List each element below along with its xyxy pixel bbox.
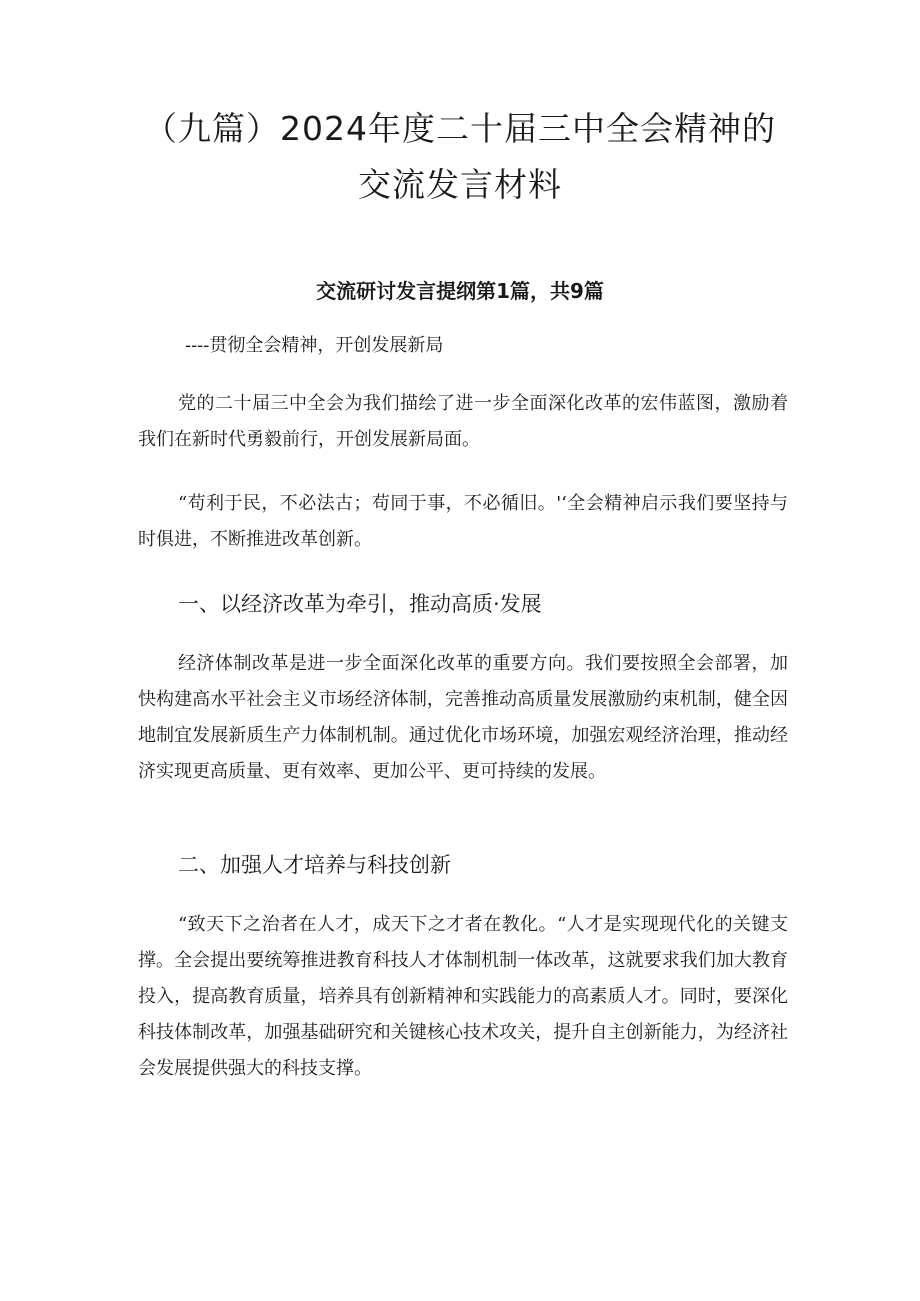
section-body-talent-innovation: “致天下之治者在人才，成天下之才者在教化。“人才是实现现代化的关键支撑。全会提出要统筹推进教育科技人才体制机制一体改革，这就要求我们加大教育投入，提高教育质量，培养具有创新精神和实践能力的高素质人才。同时，要深化科技体制改革，加强基础研究和关键核心技术攻关，提升自主创新能力，为经济社会发展提供强大的科技支撑。 <box>138 914 788 1079</box>
document-title-line-2: 交流发言材料 <box>358 165 562 204</box>
section-heading-economic-reform: 一、以经济改革为牵引，推动高质·发展 <box>178 592 542 616</box>
intro-paragraph-1: 党的二十届三中全会为我们描绘了进一步全面深化改革的宏伟蓝图，激励着我们在新时代勇毅前行，开创发展新局面。 <box>138 393 788 450</box>
section-heading-talent-innovation: 二、加强人才培养与科技创新 <box>178 853 451 877</box>
document-title-line-1: （九篇）2024年度二十届三中全会精神的 <box>144 109 776 148</box>
document-subheading: 交流研讨发言提纲第1篇，共9篇 <box>316 279 604 303</box>
section-body-economic-reform: 经济体制改革是进一步全面深化改革的重要方向。我们要按照全会部署，加快构建高水平社会主义市场经济体制，完善推动高质量发展激励约束机制，健全因地制宜发展新质生产力体制机制。通过优化市场环境，加强宏观经济治理，推动经济实现更高质量、更有效率、更加公平、更可持续的发展。 <box>138 653 788 782</box>
intro-paragraph-2: “苟利于民，不必法古；苟同于事，不必循旧。'‘全会精神启示我们要坚持与时俱进，不断推进改革创新。 <box>138 493 788 550</box>
document-tagline: ----贯彻全会精神，开创发展新局 <box>185 335 444 356</box>
